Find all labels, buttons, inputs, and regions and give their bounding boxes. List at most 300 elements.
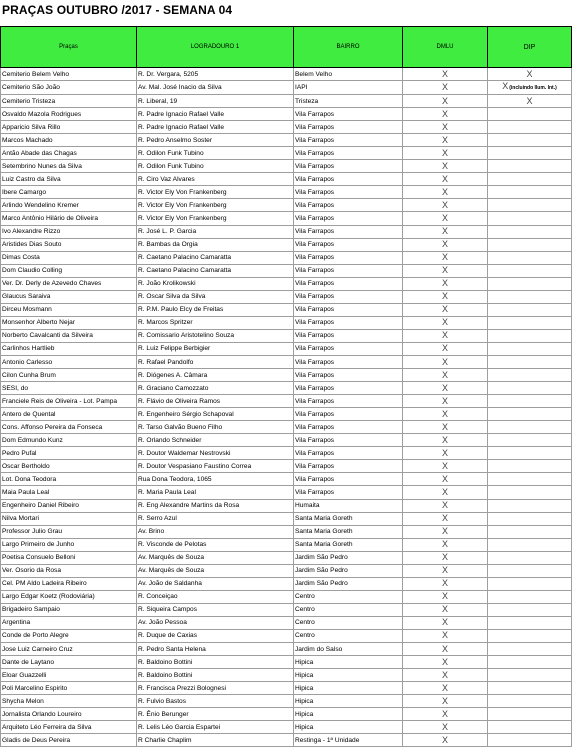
table-row [1, 408, 572, 421]
cell-dmlu-text: X [441, 330, 448, 341]
cell-dmlu [403, 590, 488, 603]
table-row [1, 434, 572, 447]
cell-logradouro-text: R. Marcos Spritzer [138, 319, 193, 327]
cell-dip [488, 303, 572, 316]
cell-dip [488, 212, 572, 225]
cell-dmlu-text: X [441, 278, 448, 289]
cell-bairro-text: Vila Farrapos [295, 293, 335, 301]
cell-bairro [294, 512, 403, 525]
cell-dip [488, 473, 572, 486]
cell-bairro [294, 316, 403, 329]
cell-dip [488, 342, 572, 355]
cell-dip [488, 382, 572, 395]
cell-praca-text: Cilon Cunha Brum [2, 371, 56, 379]
cell-logradouro [137, 290, 294, 303]
table-row [1, 447, 572, 460]
cell-logradouro-text: R. Victor Ely Von Frankenberg [138, 214, 227, 222]
cell-dmlu [403, 525, 488, 538]
cell-logradouro-text: R. Baldoino Bottini [138, 658, 193, 666]
cell-logradouro-text: R. Graciano Camozzato [138, 384, 209, 392]
cell-bairro [294, 264, 403, 277]
cell-praca-text: Glaucus Saraiva [2, 293, 51, 301]
cell-logradouro [137, 264, 294, 277]
cell-dmlu-text: X [441, 708, 448, 719]
cell-praca [1, 225, 137, 238]
cell-dmlu [403, 421, 488, 434]
cell-bairro-text: Vila Farrapos [295, 319, 335, 327]
cell-dmlu [403, 355, 488, 368]
cell-dmlu-text: X [441, 239, 448, 250]
cell-praca [1, 512, 137, 525]
cell-dip [488, 551, 572, 564]
cell-dmlu-text: X [441, 734, 448, 745]
table-row [1, 147, 572, 160]
cell-praca-text: Arlindo Wendelino Kremer [2, 201, 79, 209]
cell-praca-text: Oscar Bertholdo [2, 462, 50, 470]
cell-praca [1, 147, 137, 160]
table-row [1, 303, 572, 316]
table-row [1, 108, 572, 121]
cell-logradouro-text: R. Luiz Felippe Berbigier [138, 345, 211, 353]
cell-praca-text: Poli Marcelino Espirito [2, 684, 68, 692]
cell-praca [1, 68, 137, 81]
cell-logradouro-text: R. Conceiçao [138, 593, 178, 601]
cell-logradouro-text: R. Odilon Funk Tubino [138, 149, 204, 157]
table-row [1, 421, 572, 434]
cell-bairro [294, 212, 403, 225]
cell-bairro-text: Vila Farrapos [295, 358, 335, 366]
cell-bairro-text: Centro [295, 606, 315, 614]
cell-logradouro-text: R. Siqueira Campos [138, 606, 198, 614]
cell-logradouro-text: Av. Marquês de Souza [138, 554, 205, 562]
cell-dip-text: X [526, 95, 533, 106]
cell-dip [488, 590, 572, 603]
cell-bairro-text: Tristeza [295, 97, 319, 105]
cell-bairro-text: Hipica [295, 697, 314, 705]
cell-dip [488, 108, 572, 121]
cell-praca-text: Jornalista Orlando Loureiro [2, 710, 82, 718]
table-row [1, 682, 572, 695]
cell-dmlu-text: X [441, 395, 448, 406]
cell-logradouro [137, 108, 294, 121]
cell-bairro [294, 121, 403, 134]
cell-logradouro [137, 721, 294, 734]
cell-dmlu-text: X [441, 134, 448, 145]
cell-praca-text: Arquiteto Léo Ferreira da Silva [2, 723, 92, 731]
table-row [1, 160, 572, 173]
cell-dmlu-text: X [441, 121, 448, 132]
cell-bairro [294, 199, 403, 212]
cell-bairro [294, 616, 403, 629]
cell-dmlu-text: X [441, 526, 448, 537]
cell-dip [488, 81, 572, 95]
cell-logradouro-text: R. Pedro Santa Helena [138, 645, 206, 653]
cell-praca [1, 238, 137, 251]
cell-logradouro-text: R. Pedro Anselmo Soster [138, 136, 213, 144]
cell-bairro [294, 369, 403, 382]
cell-dmlu-text: X [441, 212, 448, 223]
cell-praca-text: Cemiterio Tristeza [2, 97, 56, 105]
table-row [1, 473, 572, 486]
cell-bairro-text: Vila Farrapos [295, 254, 335, 262]
cell-logradouro-text: R. Baldoino Bottini [138, 671, 193, 679]
cell-praca-text: Dom Edmundo Kunz [2, 436, 63, 444]
cell-dmlu-text: X [441, 186, 448, 197]
cell-praca [1, 629, 137, 642]
cell-logradouro [137, 134, 294, 147]
table-row [1, 486, 572, 499]
cell-bairro [294, 564, 403, 577]
cell-dmlu-text: X [441, 682, 448, 693]
cell-bairro [294, 225, 403, 238]
cell-bairro-text: Jardim São Pedro [295, 554, 348, 562]
cell-praca-text: Gladis de Deus Pereira [2, 736, 71, 744]
cell-bairro-text: Vila Farrapos [295, 136, 335, 144]
cell-dip [488, 682, 572, 695]
cell-dip [488, 186, 572, 199]
cell-dip [488, 421, 572, 434]
cell-dip [488, 251, 572, 264]
table-row [1, 460, 572, 473]
cell-bairro-text: Restinga - 1ª Unidade [295, 736, 360, 744]
cell-dmlu [403, 108, 488, 121]
cell-praca-text: Franciele Reis de Oliveira - Lot. Pampa [2, 397, 118, 405]
cell-logradouro-text: R. José L. P. Garcia [138, 228, 197, 236]
cell-praca-text: Ver. Osorio da Rosa [2, 567, 62, 575]
cell-logradouro [137, 669, 294, 682]
cell-bairro [294, 669, 403, 682]
cell-bairro-text: Vila Farrapos [295, 332, 335, 340]
cell-dmlu-text: X [441, 591, 448, 602]
cell-logradouro [137, 316, 294, 329]
cell-bairro [294, 238, 403, 251]
cell-dmlu-text: X [441, 565, 448, 576]
cell-dip-text: X [526, 68, 533, 79]
cell-dmlu-text: X [441, 434, 448, 445]
cell-praca [1, 329, 137, 342]
cell-praca-text: Setembrino Nunes da Silva [2, 162, 82, 170]
cell-dmlu [403, 316, 488, 329]
cell-bairro-text: Vila Farrapos [295, 110, 335, 118]
cell-logradouro [137, 499, 294, 512]
cell-dmlu [403, 199, 488, 212]
cell-logradouro-text: R. Diógenes A. Câmara [138, 371, 208, 379]
cell-logradouro-text: R. Orlando Schneider [138, 436, 202, 444]
cell-dmlu-text: X [441, 356, 448, 367]
cell-bairro [294, 473, 403, 486]
cell-logradouro-text: Av. Marquês de Souza [138, 567, 205, 575]
cell-logradouro [137, 212, 294, 225]
cell-dmlu [403, 303, 488, 316]
cell-dip [488, 369, 572, 382]
cell-praca-text: Cemiterio São João [2, 84, 60, 92]
table-row [1, 277, 572, 290]
cell-praca [1, 264, 137, 277]
cell-praca-text: Dante de Laytano [2, 658, 55, 666]
cell-praca [1, 473, 137, 486]
cell-logradouro [137, 434, 294, 447]
cell-praca [1, 499, 137, 512]
cell-praca-text: Engenheiro Daniel Ribeiro [2, 502, 79, 510]
cell-bairro-text: Vila Farrapos [295, 345, 335, 353]
cell-logradouro-text: Av. João de Saldanha [138, 580, 202, 588]
cell-dip [488, 395, 572, 408]
cell-bairro [294, 577, 403, 590]
cell-praca-text: Nilva Mortari [2, 515, 40, 523]
cell-dmlu-text: X [441, 721, 448, 732]
cell-praca-text: Largo Edgar Koetz (Rodoviária) [2, 593, 95, 601]
cell-bairro [294, 134, 403, 147]
cell-dmlu-text: X [441, 199, 448, 210]
cell-praca-text: Osvaldo Mazola Rodrigues [2, 110, 82, 118]
cell-dip [488, 643, 572, 656]
cell-praca [1, 277, 137, 290]
cell-dmlu [403, 395, 488, 408]
cell-dmlu-text: X [441, 669, 448, 680]
cell-praca-text: Carlinhos Hartlieb [2, 345, 55, 353]
cell-praca-text: Cel. PM Aldo Ladeira Ribeiro [2, 580, 87, 588]
table-row [1, 134, 572, 147]
cell-logradouro-text: R. Oscar Silva da Silva [138, 293, 206, 301]
table-header [1, 27, 572, 68]
cell-logradouro [137, 147, 294, 160]
cell-dmlu-text: X [441, 408, 448, 419]
table-row [1, 512, 572, 525]
cell-logradouro-text: R. Maria Paula Leal [138, 488, 196, 496]
cell-dmlu-text: X [441, 265, 448, 276]
cell-logradouro-text: R. Victor Ely Von Frankenberg [138, 201, 227, 209]
cell-bairro [294, 81, 403, 95]
cell-praca [1, 643, 137, 656]
cell-dmlu [403, 212, 488, 225]
cell-dmlu-text: X [441, 552, 448, 563]
table-row [1, 316, 572, 329]
cell-dmlu [403, 629, 488, 642]
cell-logradouro-text: R. Padre Ignacio Rafael Valle [138, 110, 225, 118]
cell-bairro-text: Vila Farrapos [295, 449, 335, 457]
cell-praca-text: Monsenhor Alberto Nejar [2, 319, 75, 327]
cell-bairro [294, 329, 403, 342]
cell-logradouro-text: R. Flávio de Oliveira Ramos [138, 397, 221, 405]
cell-dmlu [403, 95, 488, 108]
cell-logradouro [137, 369, 294, 382]
cell-bairro-text: Santa Maria Goreth [295, 541, 353, 549]
cell-logradouro-text: R. Tarso Galvão Bueno Filho [138, 423, 223, 431]
cell-dmlu-text: X [441, 82, 448, 93]
table-row [1, 355, 572, 368]
cell-dmlu-text: X [441, 656, 448, 667]
cell-dmlu-text: X [441, 160, 448, 171]
header-dmlu: DMLU [403, 27, 488, 68]
table-row [1, 238, 572, 251]
cell-praca [1, 721, 137, 734]
table-row [1, 290, 572, 303]
cell-dmlu-text: X [441, 695, 448, 706]
cell-praca-text: Ibere Camargo [2, 188, 46, 196]
cell-dip [488, 721, 572, 734]
cell-praca-text: Poetisa Consuelo Belloni [2, 554, 76, 562]
table-row [1, 342, 572, 355]
cell-bairro-text: Vila Farrapos [295, 228, 335, 236]
cell-praca [1, 447, 137, 460]
cell-dip [488, 173, 572, 186]
cell-dip [488, 238, 572, 251]
cell-dip [488, 629, 572, 642]
cell-praca [1, 603, 137, 616]
cell-dip [488, 290, 572, 303]
cell-praca-text: Brigadeiro Sampaio [2, 606, 60, 614]
cell-praca-text: Argentina [2, 619, 31, 627]
cell-logradouro [137, 81, 294, 95]
cell-praca [1, 290, 137, 303]
cell-bairro-text: Centro [295, 632, 315, 640]
cell-logradouro [137, 590, 294, 603]
cell-praca-text: Antero de Quental [2, 410, 56, 418]
cell-bairro [294, 342, 403, 355]
cell-dip [488, 160, 572, 173]
table-row [1, 590, 572, 603]
cell-dmlu-text: X [441, 68, 448, 79]
cell-dmlu-text: X [441, 291, 448, 302]
cell-bairro [294, 355, 403, 368]
cell-dip [488, 355, 572, 368]
cell-dmlu [403, 251, 488, 264]
cell-bairro-text: Hipica [295, 671, 314, 679]
cell-bairro [294, 173, 403, 186]
cell-bairro-text: Vila Farrapos [295, 384, 335, 392]
cell-praca [1, 616, 137, 629]
cell-praca-text: Cemiterio Belem Velho [2, 70, 70, 78]
cell-bairro [294, 656, 403, 669]
cell-bairro [294, 395, 403, 408]
cell-logradouro [137, 616, 294, 629]
cell-logradouro [137, 95, 294, 108]
cell-logradouro [137, 421, 294, 434]
cell-dmlu-text: X [441, 513, 448, 524]
cell-dmlu-text: X [441, 473, 448, 484]
cell-praca [1, 564, 137, 577]
cell-dmlu [403, 160, 488, 173]
cell-dmlu [403, 408, 488, 421]
cell-dmlu [403, 473, 488, 486]
cell-bairro [294, 186, 403, 199]
table-row [1, 577, 572, 590]
cell-dmlu-text: X [441, 226, 448, 237]
cell-bairro [294, 277, 403, 290]
cell-logradouro-text: R. Ênio Berunger [138, 710, 189, 718]
cell-dmlu [403, 369, 488, 382]
cell-bairro-text: Vila Farrapos [295, 175, 335, 183]
table-row [1, 669, 572, 682]
table-row [1, 395, 572, 408]
cell-bairro-text: Belem Velho [295, 70, 333, 78]
table-row [1, 656, 572, 669]
cell-dip [488, 225, 572, 238]
cell-logradouro-text: R. Serro Azul [138, 515, 177, 523]
cell-praca-text: Dirceu Mosmann [2, 306, 52, 314]
cell-praca [1, 355, 137, 368]
table-body [1, 68, 572, 747]
cell-dip [488, 708, 572, 721]
table-row [1, 251, 572, 264]
table-row [1, 551, 572, 564]
cell-dip [488, 134, 572, 147]
cell-bairro [294, 695, 403, 708]
cell-dmlu [403, 225, 488, 238]
cell-bairro [294, 643, 403, 656]
cell-bairro [294, 68, 403, 81]
cell-logradouro [137, 121, 294, 134]
cell-logradouro [137, 329, 294, 342]
cell-logradouro [137, 303, 294, 316]
cell-dmlu-text: X [441, 500, 448, 511]
cell-bairro-text: Vila Farrapos [295, 410, 335, 418]
cell-logradouro [137, 447, 294, 460]
table-row [1, 225, 572, 238]
cell-praca [1, 434, 137, 447]
cell-praca-text: Marcos Machado [2, 136, 53, 144]
cell-dip [488, 538, 572, 551]
cell-bairro-text: Vila Farrapos [295, 149, 335, 157]
cell-bairro [294, 421, 403, 434]
table-row [1, 199, 572, 212]
cell-logradouro-text: R. Dr. Vergara, 5205 [138, 70, 199, 78]
cell-praca-text: SESI, do [2, 384, 29, 392]
table-row [1, 121, 572, 134]
cell-logradouro [137, 382, 294, 395]
cell-bairro [294, 408, 403, 421]
cell-praca-text: Lot. Dona Teodora [2, 475, 57, 483]
cell-bairro-text: Vila Farrapos [295, 423, 335, 431]
cell-dmlu [403, 447, 488, 460]
cell-dmlu [403, 616, 488, 629]
page-title: PRAÇAS OUTUBRO /2017 - SEMANA 04 [2, 3, 233, 17]
cell-praca-text: Norberto Cavalcanti da Silveira [2, 332, 93, 340]
cell-praca-text: Maia Paula Leal [2, 488, 50, 496]
cell-praca [1, 134, 137, 147]
cell-bairro-text: Vila Farrapos [295, 267, 335, 275]
cell-praca-text: Dom Claudio Colling [2, 267, 63, 275]
cell-bairro [294, 603, 403, 616]
cell-dmlu [403, 134, 488, 147]
cell-bairro-text: Vila Farrapos [295, 475, 335, 483]
cell-bairro-text: Vila Farrapos [295, 488, 335, 496]
cell-logradouro [137, 564, 294, 577]
cell-logradouro [137, 525, 294, 538]
cell-dip [488, 486, 572, 499]
cell-logradouro-text: Av. João Pessoa [138, 619, 187, 627]
cell-logradouro-text: R. Francisca Prezzi Bolognesi [138, 684, 226, 692]
cell-dip [488, 577, 572, 590]
cell-dmlu [403, 147, 488, 160]
header-row [1, 27, 572, 68]
cell-dmlu [403, 238, 488, 251]
cell-praca-text: Ver. Dr. Derly de Azevedo Chaves [2, 280, 102, 288]
cell-logradouro [137, 238, 294, 251]
cell-praca [1, 656, 137, 669]
cell-logradouro [137, 708, 294, 721]
cell-bairro [294, 303, 403, 316]
cell-logradouro [137, 695, 294, 708]
cell-dmlu [403, 603, 488, 616]
cell-dip [488, 264, 572, 277]
cell-logradouro-text: R. Liberal, 19 [138, 97, 178, 105]
header-logradouro: LOGRADOURO 1 [137, 27, 294, 68]
cell-praca [1, 212, 137, 225]
cell-dip [488, 408, 572, 421]
cell-dmlu [403, 329, 488, 342]
cell-dmlu [403, 656, 488, 669]
